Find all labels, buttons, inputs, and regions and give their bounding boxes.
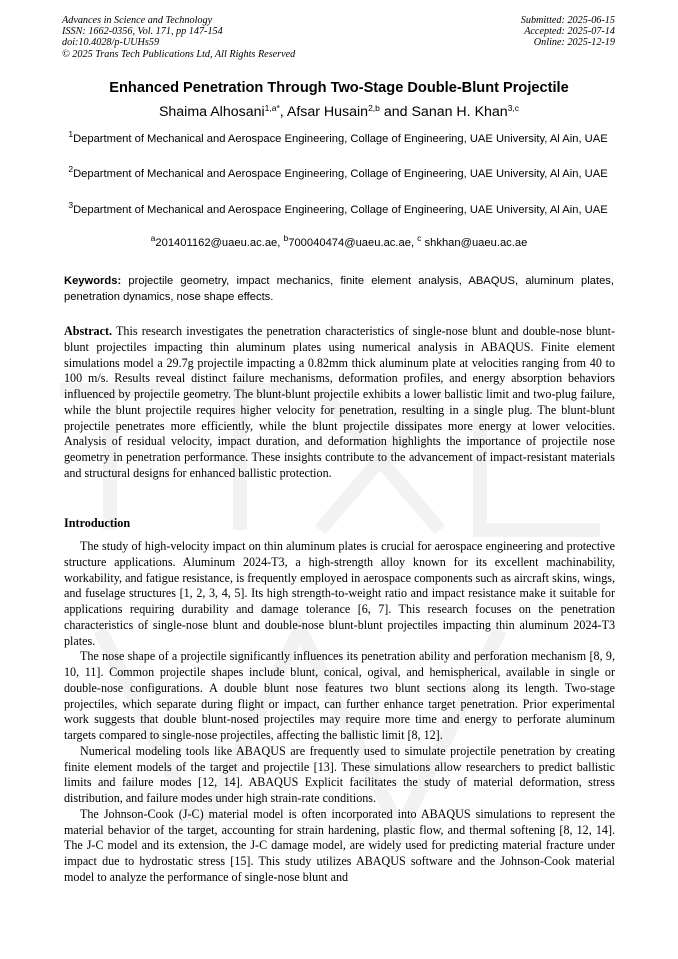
- affiliation-text: Department of Mechanical and Aerospace Engineering, Collage of Engineering, UAE University, Al Ain, UAE: [73, 204, 608, 216]
- affiliation-1: [60, 131, 616, 147]
- author-sup: 1,a*: [264, 103, 280, 113]
- abstract-text: This research investigates the penetration characteristics of single-nose blunt and double-nose blunt-blunt projectiles impacting thin aluminum plates using numerical analysis in ABAQUS. Finite element simulations model a 29.7g projectile impacting a 0.82mm thick aluminum plate at velocities ranging from 40 to 100 m/s. Results reveal distinct failure mechanisms, deformation profiles, and energy absorption behaviors influenced by projectile geometry. The blunt-blunt projectile exhibits a lower ballistic limit and two-plug failure, while the blunt projectile requires higher velocity for penetration, resulting in a single plug. The blunt-blunt projectile penetrates more efficiently, while the blunt projectile dissipates more energy at lower velocities. Analysis of residual velocity, impact duration, and deformation highlights the importance of projectile nose geometry in penetration performance. These insights contribute to the advancement of impact-resistant materials and structural designs for enhanced ballistic protection.: [64, 324, 615, 480]
- affiliation-text: Department of Mechanical and Aerospace Engineering, Collage of Engineering, UAE University, Al Ain, UAE: [73, 133, 608, 145]
- submitted-date: Submitted: 2025-06-15: [520, 15, 615, 26]
- keywords-block: [64, 274, 614, 305]
- author-sup: 2,b: [368, 103, 380, 113]
- journal-info: [62, 15, 295, 60]
- author-sup: 3,c: [507, 103, 520, 113]
- affiliation-3: [60, 202, 616, 218]
- author-sep: ,: [279, 104, 287, 120]
- author-name: Afsar Husain: [286, 104, 369, 120]
- paragraph: The Johnson-Cook (J-C) material model is often incorporated into ABAQUS simulations to represent the material behavior of the target, accounting for strain hardening, plastic flow, and thermal softening [8, 12, 14]. The J-C model and its extension, the J-C damage model, are widely used for predicting material fracture under impact due to hydrostatic stress [15]. This study utilizes ABAQUS software and the Johnson-Cook material model to analyze the performance of single-nose blunt and: [64, 806, 615, 884]
- date-info: [521, 15, 615, 49]
- email-address: 201401162@uaeu.ac.ae,: [155, 237, 284, 249]
- paragraph: Numerical modeling tools like ABAQUS are frequently used to simulate projectile penetration by creating finite element models of the target and projectile [13]. These simulations allow researchers to predict ballistic limits and failure modes [12, 14]. ABAQUS Explicit facilitates the study of material deformation, stress distribution, and failure modes under high strain-rate conditions.: [64, 743, 615, 805]
- keywords-label: Keywords:: [64, 275, 122, 287]
- doi-line: doi:10.4028/p-UUHs59: [62, 37, 160, 49]
- email-sup: b: [283, 233, 289, 243]
- affiliation-number: 1: [68, 129, 74, 139]
- affiliation-text: Department of Mechanical and Aerospace Engineering, Collage of Engineering, UAE University, Al Ain, UAE: [73, 168, 608, 180]
- email-address: shkhan@uaeu.ac.ae: [421, 237, 528, 249]
- author-sep: and: [379, 104, 412, 120]
- paragraph: The study of high-velocity impact on thin aluminum plates is crucial for aerospace engineering and protective structure applications. Aluminum 2024-T3, a high-strength alloy known for its excellent machinability, workability, and fatigue resistance, is frequently employed in aerospace components such as aircraft skins, wings, and fuselage structures [1, 2, 3, 4, 5]. Its high strength-to-weight ratio and impact resistance make it suitable for applications requiring durability and damage tolerance [6, 7]. This research focuses on the penetration characteristics of single-nose blunt and double-nose blunt-blunt projectiles impacting thin aluminum 2024-T3 plates.: [64, 539, 615, 648]
- email-sup: a: [150, 233, 156, 243]
- email-sup: c: [417, 233, 422, 243]
- copyright-line: © 2025 Trans Tech Publications Ltd, All Rights Reserved: [62, 48, 296, 60]
- email-list: [0, 233, 678, 249]
- email-address: 700040474@uaeu.ac.ae,: [288, 237, 418, 249]
- affiliation-number: 2: [68, 164, 74, 174]
- paragraph: The nose shape of a projectile significantly influences its penetration ability and perforation mechanism [8, 9, 10, 11]. Common projectile shapes include blunt, conical, ogival, and hemispherical, available in single or double-nose configurations. A double blunt nose features two blunt sections along its length. Two-stage projectiles, which separate during flight or impact, can further enhance target penetration. Prior experimental work suggests that double blunt-nosed projectiles may require more time and energy to perforate aluminum targets compared to single-nose projectiles, affecting the ballistic limit [8, 12].: [64, 649, 615, 742]
- author-list: [0, 104, 678, 120]
- online-date: Online: 2025-12-19: [533, 37, 615, 49]
- introduction-body: [64, 539, 615, 886]
- author-name: Shaima Alhosani: [158, 104, 265, 120]
- affiliation-2: [60, 166, 616, 182]
- journal-name: Advances in Science and Technology: [62, 15, 213, 26]
- issn-line: ISSN: 1662-0356, Vol. 171, pp 147-154: [62, 26, 223, 38]
- abstract-block: [64, 324, 615, 482]
- author-name: Sanan H. Khan: [411, 104, 508, 120]
- affiliation-number: 3: [68, 200, 74, 210]
- abstract-label: Abstract.: [64, 324, 113, 338]
- section-heading: Introduction: [64, 516, 131, 530]
- paper-title: Enhanced Penetration Through Two-Stage Double-Blunt Projectile: [109, 80, 569, 96]
- keywords-text: projectile geometry, impact mechanics, finite element analysis, ABAQUS, aluminum plates, penetration dynamics, nose shape effects.: [64, 275, 614, 303]
- accepted-date: Accepted: 2025-07-14: [524, 26, 615, 38]
